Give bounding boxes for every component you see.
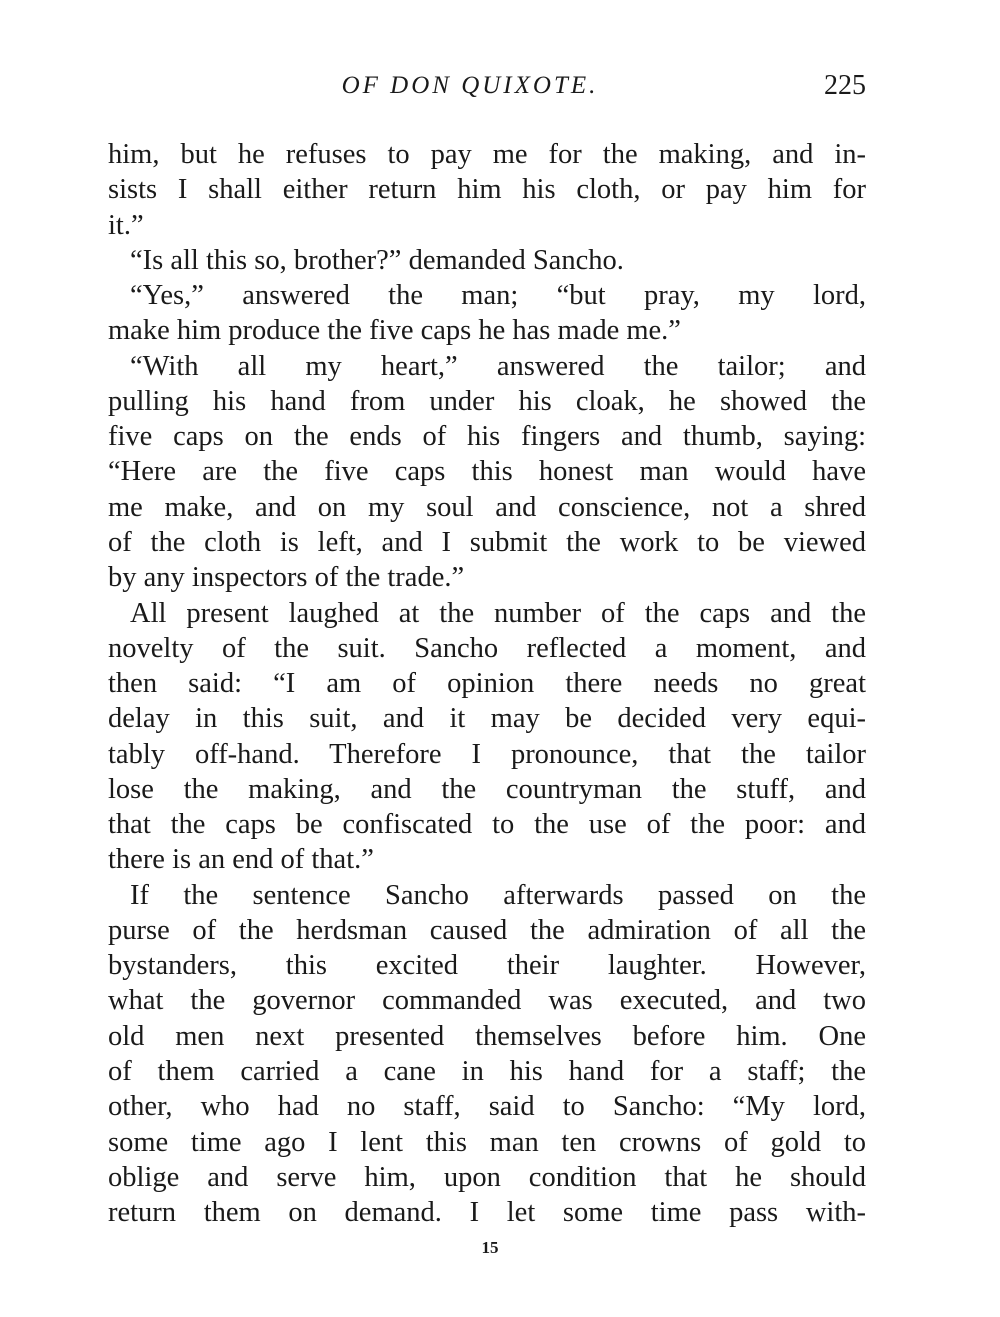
text-line: return them on demand. I let some time pass with- xyxy=(108,1197,866,1229)
text-line: novelty of the suit. Sancho reflected a moment, and xyxy=(108,632,866,664)
text-line: there is an end of that.” xyxy=(108,844,374,876)
text-line: All present laughed at the number of the caps and the xyxy=(130,597,866,629)
text-line: then said: “I am of opinion there needs no great xyxy=(108,668,866,700)
text-line: “Here are the five caps this honest man would have xyxy=(108,456,866,488)
text-line: five caps on the ends of his fingers and thumb, saying: xyxy=(108,421,866,453)
text-line: “With all my heart,” answered the tailor; and xyxy=(130,350,866,382)
text-line: old men next presented themselves before him. One xyxy=(108,1020,866,1052)
page-number: 225 xyxy=(824,70,866,101)
text-line: oblige and serve him, upon condition that he should xyxy=(108,1161,866,1193)
text-line: of the cloth is left, and I submit the work to be viewed xyxy=(108,526,866,558)
text-line: purse of the herdsman caused the admiration of all the xyxy=(108,914,866,946)
text-line: it.” xyxy=(108,209,144,241)
text-line: other, who had no staff, said to Sancho: “My lord, xyxy=(108,1091,866,1123)
text-line: of them carried a cane in his hand for a staff; the xyxy=(108,1056,866,1088)
running-title: OF DON QUIXOTE. xyxy=(341,72,599,99)
text-line: pulling his hand from under his cloak, he showed the xyxy=(108,385,866,417)
text-line: “Is all this so, brother?” demanded Sancho. xyxy=(130,244,624,276)
signature-mark: 15 xyxy=(481,1238,499,1257)
text-line: delay in this suit, and it may be decided very equi- xyxy=(108,703,866,735)
text-line: tably off-hand. Therefore I pronounce, that the tailor xyxy=(108,738,866,770)
text-line: some time ago I lent this man ten crowns of gold to xyxy=(108,1126,866,1158)
text-line: him, but he refuses to pay me for the making, and in- xyxy=(108,139,866,170)
text-line: that the caps be confiscated to the use of the poor: and xyxy=(108,809,866,841)
text-line: me make, and on my soul and conscience, not a shred xyxy=(108,491,866,523)
text-line: bystanders, this excited their laughter. However, xyxy=(108,950,866,982)
text-line: make him produce the five caps he has made me.” xyxy=(108,315,681,347)
text-line: If the sentence Sancho afterwards passed on the xyxy=(130,879,866,911)
text-line: sists I shall either return him his cloth, or pay him for xyxy=(108,174,866,206)
text-line: by any inspectors of the trade.” xyxy=(108,562,465,594)
text-line: “Yes,” answered the man; “but pray, my lord, xyxy=(130,280,866,312)
text-line: what the governor commanded was executed, and two xyxy=(108,985,866,1017)
text-line: lose the making, and the countryman the stuff, and xyxy=(108,773,866,805)
